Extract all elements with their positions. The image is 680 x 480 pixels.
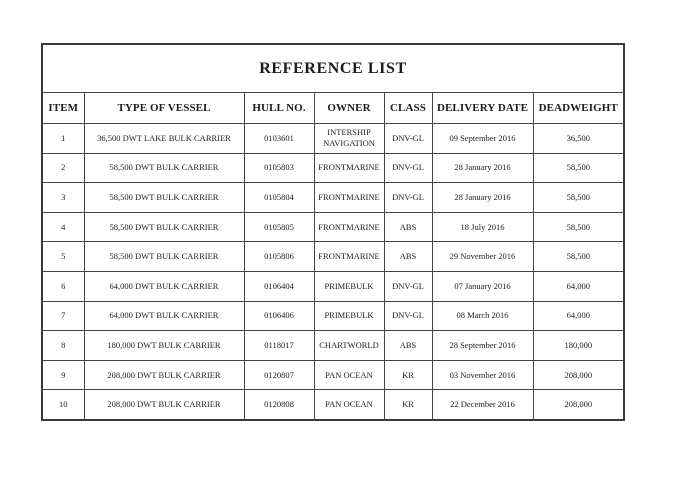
cell-deadweight: 180,000 <box>533 331 624 361</box>
title-row <box>42 44 624 93</box>
column-header-class: CLASS <box>384 93 432 124</box>
table-row <box>42 301 624 331</box>
cell-owner: PRIMEBULK <box>314 271 384 301</box>
cell-hull-no: 0105804 <box>244 183 314 213</box>
cell-delivery-date: 22 December 2016 <box>432 390 533 420</box>
cell-delivery-date: 18 July 2016 <box>432 212 533 242</box>
column-header-owner: OWNER <box>314 93 384 124</box>
cell-type-of-vessel: 208,000 DWT BULK CARRIER <box>84 390 244 420</box>
cell-delivery-date: 28 January 2016 <box>432 153 533 183</box>
cell-class: ABS <box>384 331 432 361</box>
cell-type-of-vessel: 58,500 DWT BULK CARRIER <box>84 212 244 242</box>
column-header-hull-no: HULL NO. <box>244 93 314 124</box>
cell-deadweight: 64,000 <box>533 271 624 301</box>
table-row <box>42 331 624 361</box>
column-header-row <box>42 93 624 124</box>
cell-type-of-vessel: 64,000 DWT BULK CARRIER <box>84 271 244 301</box>
reference-table <box>41 43 625 421</box>
cell-hull-no: 0105803 <box>244 153 314 183</box>
table-row <box>42 271 624 301</box>
cell-deadweight: 58,500 <box>533 153 624 183</box>
cell-deadweight: 58,500 <box>533 212 624 242</box>
cell-deadweight: 36,500 <box>533 124 624 154</box>
cell-owner: FRONTMARINE <box>314 183 384 213</box>
cell-item: 3 <box>42 183 84 213</box>
cell-owner: PRIMEBULK <box>314 301 384 331</box>
table-row <box>42 124 624 154</box>
cell-hull-no: 0120808 <box>244 390 314 420</box>
cell-owner: INTERSHIP NAVIGATION <box>314 124 384 154</box>
cell-class: DNV-GL <box>384 124 432 154</box>
column-header-deadweight: DEADWEIGHT <box>533 93 624 124</box>
cell-deadweight: 208,000 <box>533 360 624 390</box>
cell-class: KR <box>384 360 432 390</box>
table-row <box>42 242 624 272</box>
cell-owner: FRONTMARINE <box>314 212 384 242</box>
cell-item: 2 <box>42 153 84 183</box>
cell-type-of-vessel: 58,500 DWT BULK CARRIER <box>84 153 244 183</box>
cell-owner: PAN OCEAN <box>314 360 384 390</box>
cell-delivery-date: 09 September 2016 <box>432 124 533 154</box>
reference-list-table <box>41 43 625 421</box>
table-row <box>42 153 624 183</box>
cell-deadweight: 58,500 <box>533 183 624 213</box>
cell-class: DNV-GL <box>384 183 432 213</box>
cell-type-of-vessel: 36,500 DWT LAKE BULK CARRIER <box>84 124 244 154</box>
cell-type-of-vessel: 64,000 DWT BULK CARRIER <box>84 301 244 331</box>
cell-delivery-date: 29 November 2016 <box>432 242 533 272</box>
cell-item: 5 <box>42 242 84 272</box>
cell-class: KR <box>384 390 432 420</box>
table-row <box>42 390 624 420</box>
table-row <box>42 212 624 242</box>
table-row <box>42 183 624 213</box>
table-head <box>42 44 624 124</box>
cell-type-of-vessel: 180,000 DWT BULK CARRIER <box>84 331 244 361</box>
cell-hull-no: 0105805 <box>244 212 314 242</box>
cell-class: DNV-GL <box>384 153 432 183</box>
cell-class: ABS <box>384 242 432 272</box>
cell-item: 4 <box>42 212 84 242</box>
cell-delivery-date: 28 September 2016 <box>432 331 533 361</box>
cell-item: 1 <box>42 124 84 154</box>
cell-class: ABS <box>384 212 432 242</box>
cell-item: 7 <box>42 301 84 331</box>
table-title: REFERENCE LIST <box>42 44 624 93</box>
table-body <box>42 124 624 420</box>
cell-item: 8 <box>42 331 84 361</box>
cell-owner: CHARTWORLD <box>314 331 384 361</box>
column-header-type-of-vessel: TYPE OF VESSEL <box>84 93 244 124</box>
cell-delivery-date: 07 January 2016 <box>432 271 533 301</box>
cell-hull-no: 0105806 <box>244 242 314 272</box>
cell-hull-no: 0106404 <box>244 271 314 301</box>
cell-item: 6 <box>42 271 84 301</box>
cell-deadweight: 64,000 <box>533 301 624 331</box>
column-header-delivery-date: DELIVERY DATE <box>432 93 533 124</box>
cell-delivery-date: 28 January 2016 <box>432 183 533 213</box>
table-row <box>42 360 624 390</box>
cell-type-of-vessel: 208,000 DWT BULK CARRIER <box>84 360 244 390</box>
cell-class: DNV-GL <box>384 301 432 331</box>
cell-type-of-vessel: 58,500 DWT BULK CARRIER <box>84 242 244 272</box>
cell-hull-no: 0118017 <box>244 331 314 361</box>
cell-deadweight: 208,000 <box>533 390 624 420</box>
cell-type-of-vessel: 58,500 DWT BULK CARRIER <box>84 183 244 213</box>
cell-class: DNV-GL <box>384 271 432 301</box>
cell-owner: PAN OCEAN <box>314 390 384 420</box>
cell-hull-no: 0106406 <box>244 301 314 331</box>
cell-delivery-date: 03 November 2016 <box>432 360 533 390</box>
column-header-item: ITEM <box>42 93 84 124</box>
cell-owner: FRONTMARINE <box>314 242 384 272</box>
cell-owner: FRONTMARINE <box>314 153 384 183</box>
cell-hull-no: 0120807 <box>244 360 314 390</box>
cell-item: 9 <box>42 360 84 390</box>
cell-item: 10 <box>42 390 84 420</box>
cell-delivery-date: 08 March 2016 <box>432 301 533 331</box>
cell-hull-no: 0103601 <box>244 124 314 154</box>
cell-deadweight: 58,500 <box>533 242 624 272</box>
